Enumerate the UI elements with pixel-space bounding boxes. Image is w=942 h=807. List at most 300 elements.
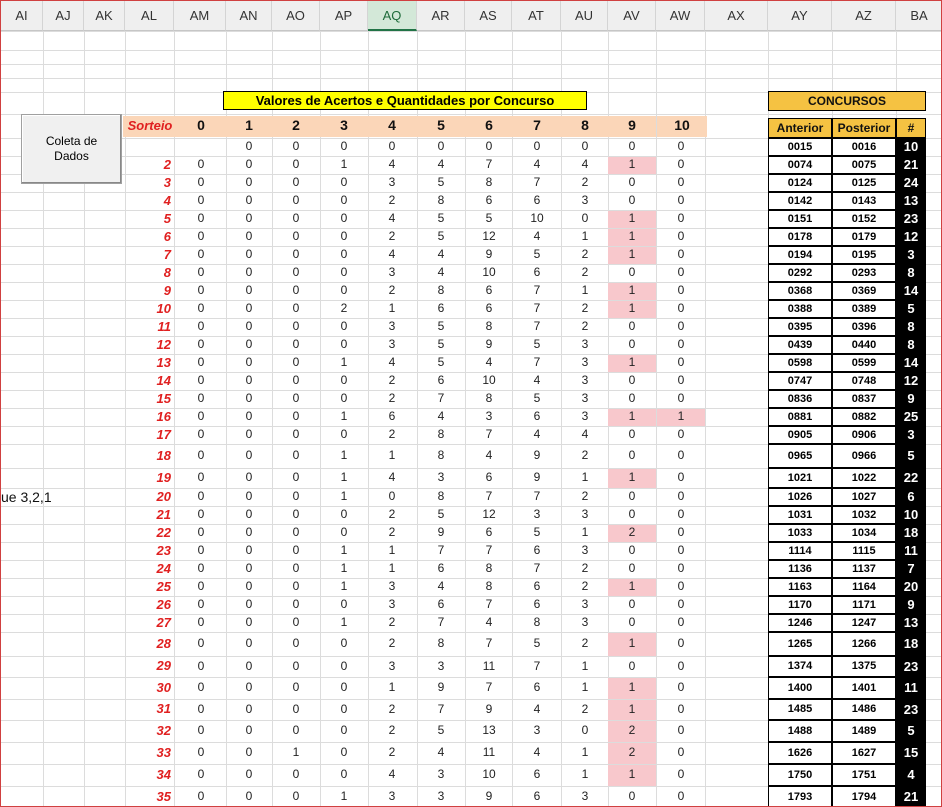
concurso-posterior[interactable]: 0179 bbox=[832, 228, 896, 246]
value-cell[interactable]: 0 bbox=[677, 427, 685, 441]
value-cell[interactable]: 1 bbox=[292, 745, 300, 759]
value-cell[interactable]: 4 bbox=[533, 157, 541, 171]
value-cell[interactable]: 0 bbox=[677, 355, 685, 369]
value-cell[interactable]: 0 bbox=[677, 319, 685, 333]
value-cell[interactable]: 0 bbox=[677, 283, 685, 297]
value-cell[interactable]: 2 bbox=[608, 743, 656, 764]
value-cell[interactable]: 0 bbox=[245, 543, 253, 557]
value-cell[interactable]: 0 bbox=[340, 139, 348, 153]
value-cell[interactable]: 0 bbox=[245, 745, 253, 759]
concurso-count[interactable]: 20 bbox=[896, 578, 926, 596]
value-cell[interactable]: 0 bbox=[197, 615, 205, 629]
value-cell[interactable]: 1 bbox=[608, 211, 656, 228]
concurso-anterior[interactable]: 1485 bbox=[768, 699, 832, 720]
value-cell[interactable]: 4 bbox=[533, 229, 541, 243]
value-cell[interactable]: 0 bbox=[677, 470, 685, 484]
concurso-posterior[interactable]: 1401 bbox=[832, 677, 896, 699]
concurso-count[interactable]: 8 bbox=[896, 336, 926, 354]
value-cell[interactable]: 0 bbox=[677, 702, 685, 716]
value-cell[interactable]: 7 bbox=[437, 702, 445, 716]
value-cell[interactable]: 3 bbox=[581, 355, 589, 369]
concurso-posterior[interactable]: 0837 bbox=[832, 390, 896, 408]
concurso-anterior[interactable]: 1163 bbox=[768, 578, 832, 596]
value-cell[interactable]: 0 bbox=[292, 427, 300, 441]
value-cell[interactable]: 0 bbox=[628, 193, 636, 207]
value-cell[interactable]: 6 bbox=[533, 265, 541, 279]
value-cell[interactable]: 0 bbox=[292, 543, 300, 557]
value-cell[interactable]: 0 bbox=[628, 659, 636, 673]
value-cell[interactable]: 1 bbox=[608, 229, 656, 246]
concurso-count[interactable]: 21 bbox=[896, 786, 926, 807]
sorteio-number[interactable]: 31 bbox=[156, 701, 171, 716]
value-cell[interactable]: 0 bbox=[245, 489, 253, 503]
value-cell[interactable]: 0 bbox=[197, 301, 205, 315]
value-cell[interactable]: 0 bbox=[628, 597, 636, 611]
value-cell[interactable]: 1 bbox=[608, 633, 656, 656]
value-cell[interactable]: 0 bbox=[340, 702, 348, 716]
value-cell[interactable]: 0 bbox=[245, 561, 253, 575]
value-cell[interactable]: 0 bbox=[677, 175, 685, 189]
value-cell[interactable]: 0 bbox=[292, 579, 300, 593]
value-cell[interactable]: 6 bbox=[485, 283, 493, 297]
concurso-count[interactable]: 3 bbox=[896, 426, 926, 444]
value-cell[interactable]: 5 bbox=[437, 175, 445, 189]
value-cell[interactable]: 0 bbox=[628, 448, 636, 462]
concurso-posterior[interactable]: 1137 bbox=[832, 560, 896, 578]
concurso-anterior[interactable]: 1033 bbox=[768, 524, 832, 542]
value-cell[interactable]: 0 bbox=[292, 139, 300, 153]
value-cell[interactable]: 6 bbox=[533, 409, 541, 423]
value-cell[interactable]: 0 bbox=[197, 283, 205, 297]
value-cell[interactable]: 7 bbox=[533, 355, 541, 369]
value-cell[interactable]: 0 bbox=[292, 615, 300, 629]
concurso-anterior[interactable]: 0965 bbox=[768, 444, 832, 468]
value-cell[interactable]: 0 bbox=[677, 448, 685, 462]
value-cell[interactable]: 0 bbox=[677, 636, 685, 650]
value-cell[interactable]: 3 bbox=[437, 767, 445, 781]
column-header-as[interactable]: AS bbox=[465, 1, 512, 31]
value-cell[interactable]: 0 bbox=[197, 337, 205, 351]
concurso-posterior[interactable]: 1627 bbox=[832, 742, 896, 764]
value-cell[interactable]: 0 bbox=[245, 597, 253, 611]
value-cell[interactable]: 0 bbox=[340, 283, 348, 297]
column-header-at[interactable]: AT bbox=[512, 1, 561, 31]
value-cell[interactable]: 0 bbox=[197, 789, 205, 803]
concurso-posterior[interactable]: 0906 bbox=[832, 426, 896, 444]
value-cell[interactable]: 12 bbox=[482, 229, 496, 243]
value-cell[interactable]: 1 bbox=[388, 543, 396, 557]
value-cell[interactable]: 5 bbox=[533, 337, 541, 351]
value-cell[interactable]: 0 bbox=[245, 427, 253, 441]
value-cell[interactable]: 6 bbox=[533, 543, 541, 557]
column-header-aw[interactable]: AW bbox=[656, 1, 705, 31]
value-cell[interactable]: 0 bbox=[581, 211, 589, 225]
value-cell[interactable]: 0 bbox=[340, 597, 348, 611]
value-cell[interactable]: 0 bbox=[197, 247, 205, 261]
value-cell[interactable]: 5 bbox=[533, 525, 541, 539]
value-cell[interactable]: 0 bbox=[340, 427, 348, 441]
value-cell[interactable]: 7 bbox=[437, 391, 445, 405]
value-cell[interactable]: 6 bbox=[485, 525, 493, 539]
value-cell[interactable]: 0 bbox=[340, 265, 348, 279]
concurso-count[interactable]: 6 bbox=[896, 488, 926, 506]
value-cell[interactable]: 3 bbox=[388, 789, 396, 803]
value-cell[interactable]: 0 bbox=[245, 767, 253, 781]
value-cell[interactable]: 0 bbox=[677, 139, 685, 153]
value-cell[interactable]: 1 bbox=[608, 409, 656, 426]
sorteio-number[interactable]: 24 bbox=[156, 561, 171, 576]
value-cell[interactable]: 0 bbox=[197, 427, 205, 441]
value-cell[interactable]: 0 bbox=[197, 409, 205, 423]
concurso-count[interactable]: 9 bbox=[896, 596, 926, 614]
value-cell[interactable]: 0 bbox=[677, 211, 685, 225]
concurso-count[interactable]: 13 bbox=[896, 614, 926, 632]
concurso-count[interactable]: 23 bbox=[896, 210, 926, 228]
value-cell[interactable]: 2 bbox=[388, 745, 396, 759]
value-cell[interactable]: 0 bbox=[245, 211, 253, 225]
value-cell[interactable]: 0 bbox=[340, 391, 348, 405]
value-cell[interactable]: 5 bbox=[485, 211, 493, 225]
value-cell[interactable]: 1 bbox=[608, 247, 656, 264]
value-cell[interactable]: 0 bbox=[197, 659, 205, 673]
value-cell[interactable]: 7 bbox=[485, 636, 493, 650]
value-cell[interactable]: 0 bbox=[340, 373, 348, 387]
concurso-count[interactable]: 9 bbox=[896, 390, 926, 408]
value-cell[interactable]: 3 bbox=[388, 175, 396, 189]
value-cell[interactable]: 4 bbox=[437, 265, 445, 279]
value-cell[interactable]: 0 bbox=[581, 139, 589, 153]
sorteio-number[interactable]: 28 bbox=[156, 636, 171, 651]
value-cell[interactable]: 11 bbox=[482, 745, 496, 759]
concurso-posterior[interactable]: 0152 bbox=[832, 210, 896, 228]
column-header-ba[interactable]: BA bbox=[896, 1, 942, 31]
value-cell[interactable]: 7 bbox=[485, 157, 493, 171]
value-cell[interactable]: 0 bbox=[292, 193, 300, 207]
value-cell[interactable]: 1 bbox=[581, 470, 589, 484]
value-cell[interactable]: 8 bbox=[437, 283, 445, 297]
concurso-count[interactable]: 14 bbox=[896, 354, 926, 372]
concurso-count[interactable]: 11 bbox=[896, 677, 926, 699]
sorteio-number[interactable]: 4 bbox=[163, 193, 171, 208]
value-cell[interactable]: 0 bbox=[292, 507, 300, 521]
value-cell[interactable]: 7 bbox=[533, 561, 541, 575]
concurso-anterior[interactable]: 0074 bbox=[768, 156, 832, 174]
value-cell[interactable]: 0 bbox=[340, 247, 348, 261]
value-cell[interactable]: 0 bbox=[292, 283, 300, 297]
value-cell[interactable]: 0 bbox=[677, 615, 685, 629]
value-cell[interactable]: 4 bbox=[533, 745, 541, 759]
value-cell[interactable]: 1 bbox=[608, 700, 656, 720]
value-cell[interactable]: 2 bbox=[388, 636, 396, 650]
value-cell[interactable]: 3 bbox=[485, 409, 493, 423]
sorteio-number[interactable]: 26 bbox=[156, 597, 171, 612]
value-cell[interactable]: 13 bbox=[482, 723, 496, 737]
value-cell[interactable]: 0 bbox=[245, 283, 253, 297]
sorteio-number[interactable]: 3 bbox=[163, 175, 171, 190]
value-cell[interactable]: 0 bbox=[340, 211, 348, 225]
value-cell[interactable]: 2 bbox=[388, 525, 396, 539]
value-cell[interactable]: 0 bbox=[245, 702, 253, 716]
sorteio-number[interactable]: 33 bbox=[156, 745, 171, 760]
concurso-count[interactable]: 8 bbox=[896, 264, 926, 282]
value-cell[interactable]: 1 bbox=[608, 579, 656, 596]
value-cell[interactable]: 10 bbox=[482, 373, 496, 387]
sorteio-number[interactable]: 30 bbox=[156, 680, 171, 695]
value-cell[interactable]: 5 bbox=[533, 391, 541, 405]
value-cell[interactable]: 7 bbox=[437, 543, 445, 557]
value-cell[interactable]: 0 bbox=[677, 579, 685, 593]
concurso-anterior[interactable]: 1031 bbox=[768, 506, 832, 524]
value-cell[interactable]: 0 bbox=[245, 157, 253, 171]
value-cell[interactable]: 0 bbox=[197, 175, 205, 189]
value-cell[interactable]: 1 bbox=[388, 680, 396, 694]
concurso-posterior[interactable]: 0599 bbox=[832, 354, 896, 372]
value-cell[interactable]: 1 bbox=[608, 157, 656, 174]
value-cell[interactable]: 2 bbox=[581, 301, 589, 315]
value-cell[interactable]: 0 bbox=[197, 680, 205, 694]
value-cell[interactable]: 1 bbox=[581, 745, 589, 759]
value-cell[interactable]: 1 bbox=[581, 525, 589, 539]
concurso-posterior[interactable]: 1247 bbox=[832, 614, 896, 632]
value-cell[interactable]: 6 bbox=[437, 301, 445, 315]
value-cell[interactable]: 0 bbox=[533, 139, 541, 153]
value-cell[interactable]: 0 bbox=[292, 157, 300, 171]
concurso-count[interactable]: 10 bbox=[896, 138, 926, 156]
value-cell[interactable]: 0 bbox=[677, 597, 685, 611]
concurso-anterior[interactable]: 0124 bbox=[768, 174, 832, 192]
value-cell[interactable]: 9 bbox=[437, 525, 445, 539]
column-header-au[interactable]: AU bbox=[561, 1, 608, 31]
sorteio-number[interactable]: 35 bbox=[156, 789, 171, 804]
value-cell[interactable]: 0 bbox=[677, 489, 685, 503]
concurso-anterior[interactable]: 1374 bbox=[768, 656, 832, 677]
concurso-posterior[interactable]: 0143 bbox=[832, 192, 896, 210]
value-cell[interactable]: 0 bbox=[677, 659, 685, 673]
concurso-posterior[interactable]: 1034 bbox=[832, 524, 896, 542]
value-cell[interactable]: 0 bbox=[677, 789, 685, 803]
value-cell[interactable]: 0 bbox=[245, 680, 253, 694]
value-cell[interactable]: 0 bbox=[197, 507, 205, 521]
value-cell[interactable]: 1 bbox=[608, 469, 656, 488]
concurso-posterior[interactable]: 0369 bbox=[832, 282, 896, 300]
value-cell[interactable]: 4 bbox=[388, 355, 396, 369]
value-cell[interactable]: 1 bbox=[581, 283, 589, 297]
value-cell[interactable]: 9 bbox=[533, 470, 541, 484]
value-cell[interactable]: 6 bbox=[485, 193, 493, 207]
value-cell[interactable]: 5 bbox=[533, 247, 541, 261]
concurso-anterior[interactable]: 1136 bbox=[768, 560, 832, 578]
value-cell[interactable]: 4 bbox=[437, 157, 445, 171]
value-cell[interactable]: 4 bbox=[485, 615, 493, 629]
value-cell[interactable]: 7 bbox=[533, 175, 541, 189]
value-cell[interactable]: 6 bbox=[437, 597, 445, 611]
value-cell[interactable]: 0 bbox=[197, 319, 205, 333]
value-cell[interactable]: 0 bbox=[245, 337, 253, 351]
value-cell[interactable]: 2 bbox=[388, 702, 396, 716]
value-cell[interactable]: 0 bbox=[245, 579, 253, 593]
value-cell[interactable]: 5 bbox=[437, 507, 445, 521]
value-cell[interactable]: 4 bbox=[485, 355, 493, 369]
value-cell[interactable]: 7 bbox=[533, 301, 541, 315]
value-cell[interactable]: 2 bbox=[581, 561, 589, 575]
value-cell[interactable]: 0 bbox=[677, 680, 685, 694]
concurso-count[interactable]: 25 bbox=[896, 408, 926, 426]
sorteio-number[interactable]: 13 bbox=[156, 355, 171, 370]
concurso-count[interactable]: 7 bbox=[896, 560, 926, 578]
concurso-posterior[interactable]: 0195 bbox=[832, 246, 896, 264]
value-cell[interactable]: 8 bbox=[485, 391, 493, 405]
value-cell[interactable]: 0 bbox=[292, 597, 300, 611]
value-cell[interactable]: 6 bbox=[485, 301, 493, 315]
value-cell[interactable]: 2 bbox=[581, 702, 589, 716]
column-header-aj[interactable]: AJ bbox=[43, 1, 84, 31]
column-header-ay[interactable]: AY bbox=[768, 1, 832, 31]
value-cell[interactable]: 7 bbox=[533, 319, 541, 333]
value-cell[interactable]: 0 bbox=[677, 543, 685, 557]
value-cell[interactable]: 0 bbox=[245, 391, 253, 405]
concurso-posterior[interactable]: 0440 bbox=[832, 336, 896, 354]
value-cell[interactable]: 2 bbox=[581, 636, 589, 650]
concurso-anterior[interactable]: 0015 bbox=[768, 138, 832, 156]
value-cell[interactable]: 5 bbox=[437, 355, 445, 369]
concurso-posterior[interactable]: 1171 bbox=[832, 596, 896, 614]
value-cell[interactable]: 0 bbox=[628, 789, 636, 803]
sorteio-number[interactable]: 15 bbox=[156, 391, 171, 406]
value-cell[interactable]: 5 bbox=[437, 723, 445, 737]
value-cell[interactable]: 0 bbox=[628, 175, 636, 189]
value-cell[interactable]: 0 bbox=[628, 337, 636, 351]
value-cell[interactable]: 0 bbox=[340, 193, 348, 207]
value-cell[interactable]: 0 bbox=[292, 373, 300, 387]
value-cell[interactable]: 0 bbox=[292, 789, 300, 803]
value-cell[interactable]: 0 bbox=[245, 319, 253, 333]
value-cell[interactable]: 2 bbox=[388, 427, 396, 441]
concurso-anterior[interactable]: 0142 bbox=[768, 192, 832, 210]
value-cell[interactable]: 1 bbox=[340, 409, 348, 423]
value-cell[interactable]: 2 bbox=[581, 579, 589, 593]
value-cell[interactable]: 0 bbox=[340, 175, 348, 189]
value-cell[interactable]: 7 bbox=[437, 615, 445, 629]
sorteio-number[interactable]: 17 bbox=[156, 427, 171, 442]
sorteio-number[interactable] bbox=[125, 139, 175, 156]
value-cell[interactable]: 2 bbox=[581, 319, 589, 333]
concurso-posterior[interactable]: 0966 bbox=[832, 444, 896, 468]
value-cell[interactable]: 0 bbox=[197, 767, 205, 781]
concurso-posterior[interactable]: 1751 bbox=[832, 764, 896, 786]
value-cell[interactable]: 0 bbox=[292, 702, 300, 716]
concurso-count[interactable]: 15 bbox=[896, 742, 926, 764]
value-cell[interactable]: 0 bbox=[197, 579, 205, 593]
concurso-anterior[interactable]: 0836 bbox=[768, 390, 832, 408]
value-cell[interactable]: 3 bbox=[581, 507, 589, 521]
concurso-anterior[interactable]: 1488 bbox=[768, 720, 832, 742]
value-cell[interactable]: 4 bbox=[533, 702, 541, 716]
value-cell[interactable]: 0 bbox=[628, 507, 636, 521]
concurso-posterior[interactable]: 0396 bbox=[832, 318, 896, 336]
value-cell[interactable]: 0 bbox=[197, 229, 205, 243]
concurso-anterior[interactable]: 0881 bbox=[768, 408, 832, 426]
value-cell[interactable]: 1 bbox=[608, 678, 656, 699]
concurso-posterior[interactable]: 0125 bbox=[832, 174, 896, 192]
concurso-posterior[interactable]: 0748 bbox=[832, 372, 896, 390]
value-cell[interactable]: 2 bbox=[581, 489, 589, 503]
value-cell[interactable]: 3 bbox=[581, 373, 589, 387]
concurso-anterior[interactable]: 1021 bbox=[768, 468, 832, 488]
value-cell[interactable]: 0 bbox=[197, 355, 205, 369]
column-header-am[interactable]: AM bbox=[174, 1, 226, 31]
value-cell[interactable]: 2 bbox=[388, 229, 396, 243]
value-cell[interactable]: 0 bbox=[245, 615, 253, 629]
value-cell[interactable]: 7 bbox=[485, 597, 493, 611]
value-cell[interactable]: 3 bbox=[388, 265, 396, 279]
value-cell[interactable]: 0 bbox=[677, 229, 685, 243]
value-cell[interactable]: 0 bbox=[292, 767, 300, 781]
value-cell[interactable]: 1 bbox=[340, 489, 348, 503]
concurso-count[interactable]: 18 bbox=[896, 632, 926, 656]
value-cell[interactable]: 0 bbox=[245, 448, 253, 462]
value-cell[interactable]: 1 bbox=[340, 615, 348, 629]
value-cell[interactable]: 4 bbox=[388, 211, 396, 225]
value-cell[interactable]: 0 bbox=[197, 723, 205, 737]
value-cell[interactable]: 5 bbox=[437, 337, 445, 351]
value-cell[interactable]: 1 bbox=[657, 409, 705, 426]
concurso-count[interactable]: 12 bbox=[896, 228, 926, 246]
concurso-count[interactable]: 14 bbox=[896, 282, 926, 300]
column-header-aq[interactable]: AQ bbox=[368, 1, 417, 31]
column-header-av[interactable]: AV bbox=[608, 1, 656, 31]
value-cell[interactable]: 0 bbox=[197, 525, 205, 539]
value-cell[interactable]: 1 bbox=[608, 301, 656, 318]
concurso-posterior[interactable]: 1164 bbox=[832, 578, 896, 596]
value-cell[interactable]: 0 bbox=[245, 659, 253, 673]
sorteio-number[interactable]: 16 bbox=[156, 409, 171, 424]
value-cell[interactable]: 12 bbox=[482, 507, 496, 521]
value-cell[interactable]: 0 bbox=[292, 355, 300, 369]
value-cell[interactable]: 2 bbox=[388, 193, 396, 207]
value-cell[interactable]: 7 bbox=[533, 283, 541, 297]
value-cell[interactable]: 2 bbox=[581, 175, 589, 189]
value-cell[interactable]: 6 bbox=[533, 767, 541, 781]
value-cell[interactable]: 3 bbox=[581, 391, 589, 405]
value-cell[interactable]: 9 bbox=[485, 247, 493, 261]
value-cell[interactable]: 0 bbox=[292, 265, 300, 279]
value-cell[interactable]: 7 bbox=[533, 489, 541, 503]
value-cell[interactable]: 0 bbox=[245, 229, 253, 243]
value-cell[interactable]: 0 bbox=[292, 470, 300, 484]
value-cell[interactable]: 3 bbox=[581, 597, 589, 611]
value-cell[interactable]: 10 bbox=[530, 211, 544, 225]
value-cell[interactable]: 2 bbox=[388, 373, 396, 387]
value-cell[interactable]: 7 bbox=[533, 659, 541, 673]
value-cell[interactable]: 4 bbox=[388, 157, 396, 171]
concurso-count[interactable]: 23 bbox=[896, 699, 926, 720]
value-cell[interactable]: 7 bbox=[485, 489, 493, 503]
value-cell[interactable]: 0 bbox=[197, 448, 205, 462]
value-cell[interactable]: 0 bbox=[388, 139, 396, 153]
value-cell[interactable]: 4 bbox=[437, 745, 445, 759]
value-cell[interactable]: 3 bbox=[388, 319, 396, 333]
value-cell[interactable]: 0 bbox=[677, 525, 685, 539]
value-cell[interactable]: 7 bbox=[485, 543, 493, 557]
value-cell[interactable]: 2 bbox=[340, 301, 348, 315]
value-cell[interactable]: 1 bbox=[581, 229, 589, 243]
concurso-anterior[interactable]: 1750 bbox=[768, 764, 832, 786]
value-cell[interactable]: 7 bbox=[485, 427, 493, 441]
value-cell[interactable]: 8 bbox=[437, 489, 445, 503]
sorteio-number[interactable]: 14 bbox=[156, 373, 171, 388]
value-cell[interactable]: 0 bbox=[677, 337, 685, 351]
value-cell[interactable]: 10 bbox=[482, 767, 496, 781]
